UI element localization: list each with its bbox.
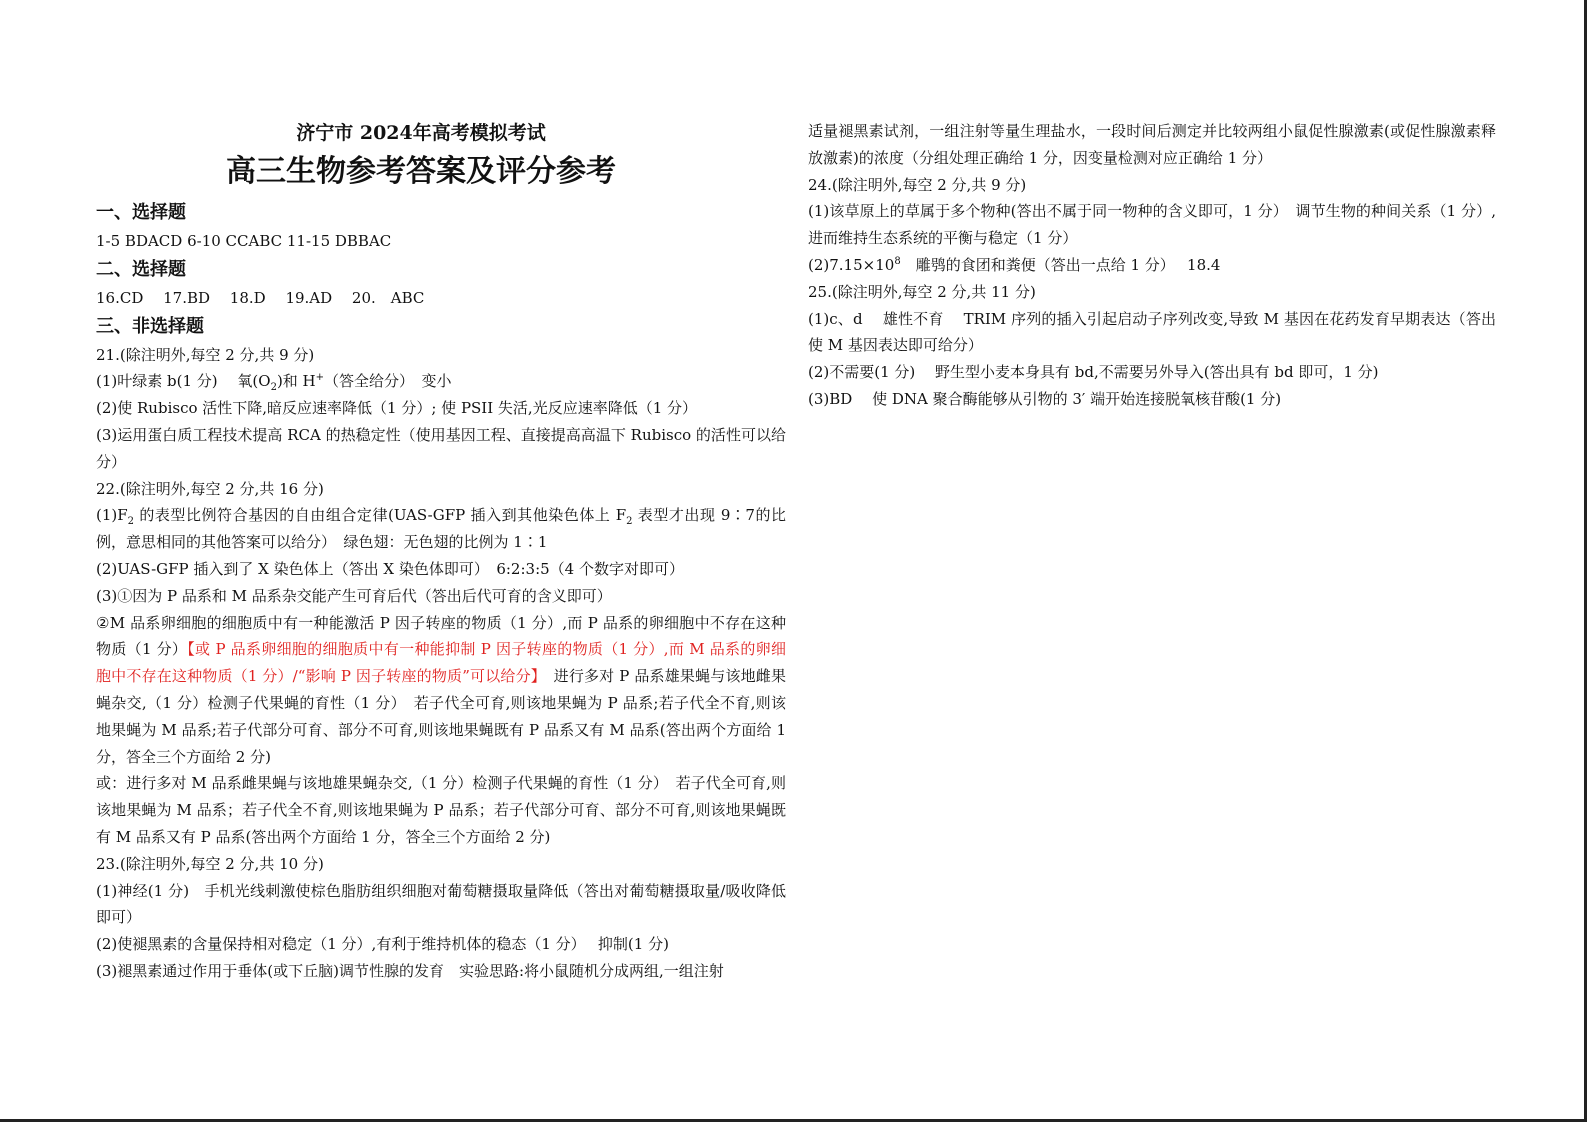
section-heading-non-choice: 三、非选择题 [96,315,204,337]
q22-answer-4: ②M 品系卵细胞的细胞质中有一种能激活 P 因子转座的物质（1 分）,而 P 品系的卵细胞中不存在这种物质（1 分）【或 P 品系卵细胞的细胞质中有一种能抑制 P 因子转座的物质（1 分）,而 M 品系的卵细胞中不存在这种物质（1 分）/“影响 P 因子转座的物质”可以给分】 进行多对 P 品系雄果蝇与该地雌果蝇杂交,（1 分）检测子代果蝇的育性（1 分） 若子代全可育,则该地果蝇为 P 品系;若子代全不育,则该地果蝇为 M 品系;若子代部分可育、部分不可育,则该地果蝇既有 P 品系又有 M 品系(答出两个方面给 1 分，答全三个方面给 2 分) [96,613,787,766]
q25-answer-1: (1)c、d 雄性不育 TRIM 序列的插入引起启动子序列改变,导致 M 基因在花药发育早期表达（答出使 M 基因表达即可给分） [808,309,1496,355]
q24-answer-1: (1)该草原上的草属于多个物种(答出不属于同一物种的含义即可，1 分） 调节生物的种间关系（1 分）,进而维持生态系统的平衡与稳定（1 分） [808,202,1496,248]
q21-answer-2: (2)使 Rubisco 活性下降,暗反应速率降低（1 分）; 使 PSII 失活,光反应速率降低（1 分） [96,399,698,418]
q22-heading: 22.(除注明外,每空 2 分,共 16 分) [96,479,324,498]
q25-heading: 25.(除注明外,每空 2 分,共 11 分) [808,282,1036,301]
q22-answer-3: (3)①因为 P 品系和 M 品系杂交能产生可育后代（答出后代可育的含义即可） [96,586,612,605]
q22-answer-2: (2)UAS-GFP 插入到了 X 染色体上（答出 X 染色体即可） 6:2:3:5（4 个数字对即可） [96,559,684,578]
q23-answer-1: (1)神经(1 分) 手机光线刺激使棕色脂肪组织细胞对葡萄糖摄取量降低（答出对葡萄糖摄取量/吸收降低即可） [96,881,786,927]
q21-answer-3: (3)运用蛋白质工程技术提高 RCA 的热稳定性（使用基因工程、直接提高高温下 Rubisco 的活性可以给分） [96,425,786,471]
document-title: 高三生物参考答案及评分参考 [226,154,616,189]
q24-answer-2: $(2)7.15\times 10^8$ 雕鸮的食团和粪便（答出一点给 1 分） 18.4 [808,255,1221,274]
q23-heading: 23.(除注明外,每空 2 分,共 10 分) [96,854,324,873]
right-column [808,118,1496,413]
left-column [96,118,786,985]
q23-answer-3-continued: 适量褪黑素试剂，一组注射等量生理盐水，一段时间后测定并比较两组小鼠促性腺激素(或促性腺激素释放激素)的浓度（分组处理正确给 1 分，因变量检测对应正确给 1 分） [808,122,1496,167]
alternative-answer-note: 【或 P 品系卵细胞的细胞质中有一种能抑制 P 因子转座的物质（1 分）,而 M 品系的卵细胞中不存在这种物质（1 分）/“影响 P 因子转座的物质”可以给分】 [96,640,787,686]
section-heading-choice: 一、选择题 [96,202,186,223]
q25-answer-3: (3)BD 使 DNA 聚合酶能够从引物的 3′ 端开始连接脱氧核苷酸(1 分) [808,389,1282,408]
q23-answer-3: (3)褪黑素通过作用于垂体(或下丘脑)调节性腺的发育 实验思路:将小鼠随机分成两组,一组注射 [96,961,724,980]
exam-title: 济宁市 2024年高考模拟考试 [296,122,546,144]
q22-answer-1: $(1)F_2$ 的表型比例符合基因的自由组合定律(UAS-GFP 插入到其他染色体上 $F_2$ 表型才出现 9∶7的比例，意思相同的其他答案可以给分） 绿色翅：无色翅的比例为 1∶1 [96,506,786,552]
q23-answer-2: (2)使褪黑素的含量保持相对稳定（1 分）,有利于维持机体的稳态（1 分） 抑制(1 分) [96,935,669,954]
q21-heading: 21.(除注明外,每空 2 分,共 9 分) [96,345,315,364]
section-heading-multi-choice: 二、选择题 [96,258,186,280]
multi-choice-answers: 16.CD 17.BD 18.D 19.AD 20. ABC [96,288,425,307]
q21-answer-1: (1)叶绿素 b(1 分) 氧$(O_2)$和 H+（答全给分） 变小 [96,372,452,394]
q22-answer-5: 或：进行多对 M 品系雌果蝇与该地雄果蝇杂交,（1 分）检测子代果蝇的育性（1 分） 若子代全可育,则该地果蝇为 M 品系；若子代全不育,则该地果蝇为 P 品系；若子代部分可育、部分不可育,则该地果蝇既有 M 品系又有 P 品系(答出两个方面给 1 分，答全三个方面给 2 分) [96,774,786,846]
choice-answers: 1-5 BDACD 6-10 CCABC 11-15 DBBAC [96,232,392,250]
q25-answer-2: (2)不需要(1 分) 野生型小麦本身具有 bd,不需要另外导入(答出具有 bd 即可，1 分) [808,363,1379,382]
q24-heading: 24.(除注明外,每空 2 分,共 9 分) [808,175,1027,194]
